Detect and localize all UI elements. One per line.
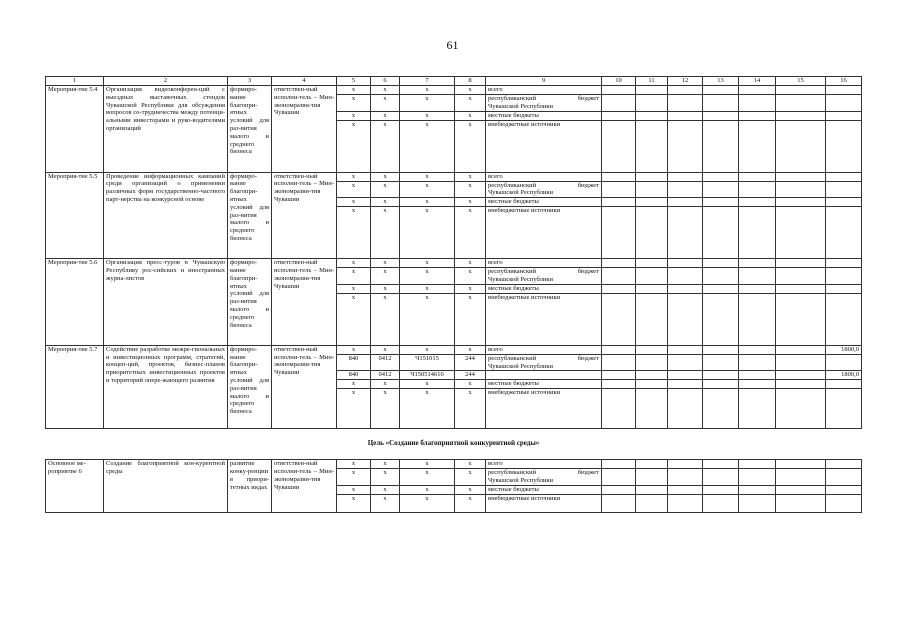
empty-cell (703, 111, 739, 120)
empty-cell (739, 389, 776, 429)
x-cell: х (371, 198, 400, 207)
x-cell: х (455, 469, 486, 486)
amount-cell: 1800,0 (826, 371, 862, 380)
empty-cell (826, 485, 862, 494)
empty-cell (668, 120, 703, 172)
x-cell: х (455, 207, 486, 259)
empty-cell (776, 120, 826, 172)
x-cell: х (337, 120, 371, 172)
empty-cell (602, 198, 636, 207)
x-cell: х (455, 389, 486, 429)
budget-code: 840 (337, 371, 371, 380)
empty-cell (703, 86, 739, 95)
page-number: 61 (446, 38, 459, 52)
empty-cell (776, 181, 826, 198)
empty-cell (776, 389, 826, 429)
empty-cell (826, 95, 862, 112)
empty-cell (602, 485, 636, 494)
empty-cell (826, 460, 862, 469)
x-cell: х (337, 111, 371, 120)
x-cell: х (455, 345, 486, 354)
event-number: Мероприя-тие 5.5 (46, 172, 104, 259)
x-cell: х (337, 181, 371, 198)
empty-cell (668, 460, 703, 469)
funding-source: республиканский бюджет Чувашской Республики (486, 268, 602, 285)
empty-cell (602, 181, 636, 198)
empty-cell (826, 284, 862, 293)
empty-cell (636, 268, 668, 285)
x-cell: х (337, 284, 371, 293)
empty-cell (636, 354, 668, 371)
empty-cell (739, 181, 776, 198)
col-header: 3 (228, 77, 272, 86)
x-cell: х (371, 380, 400, 389)
x-cell: х (371, 494, 400, 512)
x-cell: х (337, 268, 371, 285)
event-name: Проведение информационных кампаний среди организаций о применении различных форм государственно-частного парт-нерства на конкурсной основе (104, 172, 228, 259)
empty-cell (703, 460, 739, 469)
x-cell: х (337, 345, 371, 354)
x-cell: х (371, 86, 400, 95)
empty-cell (668, 494, 703, 512)
empty-cell (636, 293, 668, 345)
event-number: Мероприя-тие 5.6 (46, 259, 104, 346)
empty-cell (668, 380, 703, 389)
empty-cell (703, 95, 739, 112)
empty-cell (636, 389, 668, 429)
x-cell: х (371, 293, 400, 345)
column-header-row (46, 77, 862, 86)
x-cell: х (337, 389, 371, 429)
empty-cell (668, 354, 703, 371)
empty-cell (636, 111, 668, 120)
empty-cell (739, 485, 776, 494)
empty-cell (636, 380, 668, 389)
funding-source: внебюджетные источники (486, 494, 602, 512)
empty-cell (668, 95, 703, 112)
empty-cell (668, 207, 703, 259)
empty-cell (739, 207, 776, 259)
x-cell: х (400, 259, 455, 268)
empty-cell (703, 380, 739, 389)
empty-cell (602, 380, 636, 389)
empty-cell (602, 120, 636, 172)
empty-cell (602, 284, 636, 293)
col-header: 8 (455, 77, 486, 86)
empty-cell (668, 485, 703, 494)
event-number: Мероприя-тие 5.4 (46, 86, 104, 173)
empty-cell (776, 86, 826, 95)
col-header: 1 (46, 77, 104, 86)
x-cell: х (455, 380, 486, 389)
col-header: 13 (703, 77, 739, 86)
funding-source: местные бюджеты (486, 380, 602, 389)
x-cell: х (371, 120, 400, 172)
table-row (46, 172, 862, 181)
empty-cell (636, 198, 668, 207)
x-cell: х (455, 494, 486, 512)
x-cell: х (400, 207, 455, 259)
funding-source (486, 371, 602, 380)
empty-cell (776, 460, 826, 469)
x-cell: х (371, 95, 400, 112)
empty-cell (602, 95, 636, 112)
program-table (45, 76, 862, 513)
x-cell: х (371, 268, 400, 285)
empty-cell (739, 371, 776, 380)
x-cell: х (337, 494, 371, 512)
empty-cell (776, 293, 826, 345)
empty-cell (703, 494, 739, 512)
table-row (46, 86, 862, 95)
funding-source: местные бюджеты (486, 111, 602, 120)
col-header: 14 (739, 77, 776, 86)
empty-cell (739, 284, 776, 293)
empty-cell (739, 259, 776, 268)
empty-cell (703, 485, 739, 494)
empty-cell (636, 181, 668, 198)
x-cell: х (400, 293, 455, 345)
funding-source: всего (486, 259, 602, 268)
x-cell: х (455, 198, 486, 207)
empty-cell (776, 380, 826, 389)
empty-cell (703, 293, 739, 345)
x-cell: х (337, 259, 371, 268)
empty-cell (826, 181, 862, 198)
x-cell: х (400, 95, 455, 112)
empty-cell (826, 469, 862, 486)
empty-cell (703, 345, 739, 354)
x-cell: х (337, 95, 371, 112)
empty-cell (636, 259, 668, 268)
funding-source: внебюджетные источники (486, 389, 602, 429)
funding-source: местные бюджеты (486, 485, 602, 494)
empty-cell (636, 86, 668, 95)
x-cell: х (337, 207, 371, 259)
empty-cell (739, 354, 776, 371)
empty-cell (602, 494, 636, 512)
empty-cell (668, 293, 703, 345)
x-cell: х (371, 389, 400, 429)
x-cell: х (400, 389, 455, 429)
empty-cell (703, 469, 739, 486)
col-header: 11 (636, 77, 668, 86)
table-row (46, 460, 862, 469)
funding-source: всего (486, 172, 602, 181)
empty-cell (826, 111, 862, 120)
empty-cell (776, 111, 826, 120)
empty-cell (636, 95, 668, 112)
x-cell: х (371, 284, 400, 293)
col-header: 10 (602, 77, 636, 86)
responsible-executor: ответствен-ный исполни-тель – Мин-экономразви-тия Чувашии (272, 172, 337, 259)
empty-cell (636, 172, 668, 181)
empty-cell (776, 198, 826, 207)
budget-code: 840 (337, 354, 371, 371)
x-cell: х (371, 207, 400, 259)
x-cell: х (455, 460, 486, 469)
funding-source: всего (486, 460, 602, 469)
empty-cell (703, 181, 739, 198)
x-cell: х (455, 293, 486, 345)
budget-code: 0412 (371, 354, 400, 371)
x-cell: х (337, 469, 371, 486)
event-target: формиро-вание благопри-ятных условий для раз-вития малого и среднего бизнеса (228, 172, 272, 259)
funding-source: республиканский бюджет Чувашской Республики (486, 181, 602, 198)
empty-cell (636, 284, 668, 293)
empty-cell (602, 371, 636, 380)
empty-cell (776, 268, 826, 285)
x-cell: х (371, 181, 400, 198)
x-cell: х (400, 111, 455, 120)
x-cell: х (371, 460, 400, 469)
budget-code: Ч150514610 (400, 371, 455, 380)
x-cell: х (400, 120, 455, 172)
empty-cell (602, 460, 636, 469)
empty-cell (826, 380, 862, 389)
x-cell: х (455, 86, 486, 95)
empty-cell (668, 172, 703, 181)
col-header: 15 (776, 77, 826, 86)
col-header: 16 (826, 77, 862, 86)
empty-cell (826, 268, 862, 285)
empty-cell (703, 172, 739, 181)
empty-cell (776, 284, 826, 293)
funding-source: республиканский бюджет Чувашской Республики (486, 354, 602, 371)
empty-cell (776, 494, 826, 512)
x-cell: х (400, 345, 455, 354)
empty-cell (703, 207, 739, 259)
funding-source: республиканский бюджет Чувашской Республики (486, 469, 602, 486)
empty-cell (703, 268, 739, 285)
empty-cell (703, 389, 739, 429)
budget-code: 244 (455, 371, 486, 380)
x-cell: х (371, 485, 400, 494)
col-header: 7 (400, 77, 455, 86)
empty-cell (739, 268, 776, 285)
empty-cell (703, 371, 739, 380)
x-cell: х (337, 485, 371, 494)
funding-source: внебюджетные источники (486, 207, 602, 259)
budget-code: Ч151015 (400, 354, 455, 371)
event-target: формиро-вание благопри-ятных условий для раз-вития малого и среднего бизнеса (228, 86, 272, 173)
empty-cell (668, 86, 703, 95)
empty-cell (703, 284, 739, 293)
empty-cell (668, 198, 703, 207)
table-row (46, 345, 862, 354)
event-number: Мероприя-тие 5.7 (46, 345, 104, 429)
budget-code: 0412 (371, 371, 400, 380)
empty-cell (636, 494, 668, 512)
x-cell: х (400, 268, 455, 285)
event-name: Организация видеоконферен-ций с выездных выставочных стендов Чувашской Республики для обсуждения вопросов со-трудничества между потенци-альными инвесторами и руко-водителями организаций (104, 86, 228, 173)
empty-cell (739, 460, 776, 469)
empty-cell (636, 485, 668, 494)
goal-title: Цель «Создание благоприятной конкурентной среды» (46, 429, 862, 460)
funding-source: местные бюджеты (486, 198, 602, 207)
empty-cell (636, 207, 668, 259)
col-header: 6 (371, 77, 400, 86)
empty-cell (602, 172, 636, 181)
x-cell: х (337, 460, 371, 469)
empty-cell (776, 259, 826, 268)
x-cell: х (371, 345, 400, 354)
empty-cell (826, 494, 862, 512)
empty-cell (776, 469, 826, 486)
empty-cell (739, 86, 776, 95)
x-cell: х (455, 172, 486, 181)
empty-cell (776, 345, 826, 354)
empty-cell (826, 259, 862, 268)
empty-cell (602, 345, 636, 354)
empty-cell (636, 469, 668, 486)
event-name: Организация пресс-туров в Чувашскую Республику рос-сийских и иностранных журна-листов (104, 259, 228, 346)
empty-cell (668, 345, 703, 354)
empty-cell (739, 293, 776, 345)
empty-cell (739, 95, 776, 112)
empty-cell (602, 268, 636, 285)
empty-cell (602, 293, 636, 345)
empty-cell (826, 172, 862, 181)
x-cell: х (455, 268, 486, 285)
x-cell: х (455, 284, 486, 293)
empty-cell (668, 389, 703, 429)
empty-cell (668, 371, 703, 380)
empty-cell (776, 207, 826, 259)
empty-cell (668, 284, 703, 293)
funding-source: местные бюджеты (486, 284, 602, 293)
empty-cell (703, 259, 739, 268)
empty-cell (602, 389, 636, 429)
x-cell: х (455, 111, 486, 120)
empty-cell (602, 469, 636, 486)
col-header: 2 (104, 77, 228, 86)
empty-cell (636, 120, 668, 172)
x-cell: х (455, 95, 486, 112)
funding-source: всего (486, 345, 602, 354)
x-cell: х (337, 198, 371, 207)
empty-cell (739, 198, 776, 207)
x-cell: х (455, 120, 486, 172)
event-target: формиро-вание благопри-ятных условий для раз-вития малого и среднего бизнеса (228, 345, 272, 429)
x-cell: х (337, 86, 371, 95)
goal-row (46, 429, 862, 460)
event-name: Создание благоприятной кон-курентной среды (104, 460, 228, 513)
empty-cell (602, 207, 636, 259)
funding-source: всего (486, 86, 602, 95)
empty-cell (703, 354, 739, 371)
empty-cell (636, 345, 668, 354)
x-cell: х (400, 380, 455, 389)
empty-cell (776, 354, 826, 371)
x-cell: х (400, 86, 455, 95)
x-cell: х (400, 460, 455, 469)
x-cell: х (337, 293, 371, 345)
empty-cell (776, 485, 826, 494)
empty-cell (636, 371, 668, 380)
x-cell: х (400, 485, 455, 494)
empty-cell (739, 172, 776, 181)
empty-cell (776, 371, 826, 380)
budget-code: 244 (455, 354, 486, 371)
x-cell: х (371, 259, 400, 268)
empty-cell (826, 293, 862, 345)
x-cell: х (337, 172, 371, 181)
empty-cell (602, 86, 636, 95)
empty-cell (826, 207, 862, 259)
x-cell: х (400, 469, 455, 486)
empty-cell (826, 354, 862, 371)
x-cell: х (337, 380, 371, 389)
col-header: 9 (486, 77, 602, 86)
responsible-executor: ответствен-ный исполни-тель – Мин-экономразви-тия Чувашии (272, 345, 337, 429)
x-cell: х (400, 284, 455, 293)
empty-cell (739, 469, 776, 486)
empty-cell (636, 460, 668, 469)
responsible-executor: ответствен-ный исполни-тель – Мин-экономразви-тия Чувашии (272, 259, 337, 346)
funding-source: республиканский бюджет Чувашской Республики (486, 95, 602, 112)
responsible-executor: ответствен-ный исполни-тель – Мин-экономразви-тия Чувашии (272, 460, 337, 513)
empty-cell (668, 111, 703, 120)
empty-cell (668, 469, 703, 486)
col-header: 4 (272, 77, 337, 86)
x-cell: х (371, 469, 400, 486)
event-target: формиро-вание благопри-ятных условий для раз-вития малого и среднего бизнеса (228, 259, 272, 346)
empty-cell (739, 111, 776, 120)
x-cell: х (400, 172, 455, 181)
event-name: Содействие разработке межре-гиональных и инвестиционных программ, стратегий, концеп-ций, проектов, бизнес-планов приоритетных инвестиционных проектов и территорий опере-жающего развития (104, 345, 228, 429)
col-header: 5 (337, 77, 371, 86)
x-cell: х (371, 111, 400, 120)
empty-cell (602, 111, 636, 120)
x-cell: х (400, 181, 455, 198)
empty-cell (826, 198, 862, 207)
funding-source: внебюджетные источники (486, 293, 602, 345)
empty-cell (826, 389, 862, 429)
empty-cell (668, 259, 703, 268)
empty-cell (739, 345, 776, 354)
empty-cell (602, 354, 636, 371)
table-row (46, 259, 862, 268)
empty-cell (668, 268, 703, 285)
empty-cell (739, 494, 776, 512)
col-header: 12 (668, 77, 703, 86)
x-cell: х (371, 172, 400, 181)
empty-cell (739, 120, 776, 172)
empty-cell (826, 120, 862, 172)
empty-cell (703, 120, 739, 172)
funding-source: внебюджетные источники (486, 120, 602, 172)
x-cell: х (455, 485, 486, 494)
x-cell: х (400, 494, 455, 512)
empty-cell (703, 198, 739, 207)
responsible-executor: ответствен-ный исполни-тель – Мин-экономразви-тия Чувашии (272, 86, 337, 173)
empty-cell (739, 380, 776, 389)
event-target: развитие конку-ренции в приори-тетных видах (228, 460, 272, 513)
empty-cell (602, 259, 636, 268)
x-cell: х (455, 181, 486, 198)
amount-cell: 1800,0 (826, 345, 862, 354)
event-number: Основное ме-роприятие 6 (46, 460, 104, 513)
empty-cell (668, 181, 703, 198)
x-cell: х (455, 259, 486, 268)
empty-cell (826, 86, 862, 95)
x-cell: х (400, 198, 455, 207)
empty-cell (776, 95, 826, 112)
empty-cell (776, 172, 826, 181)
